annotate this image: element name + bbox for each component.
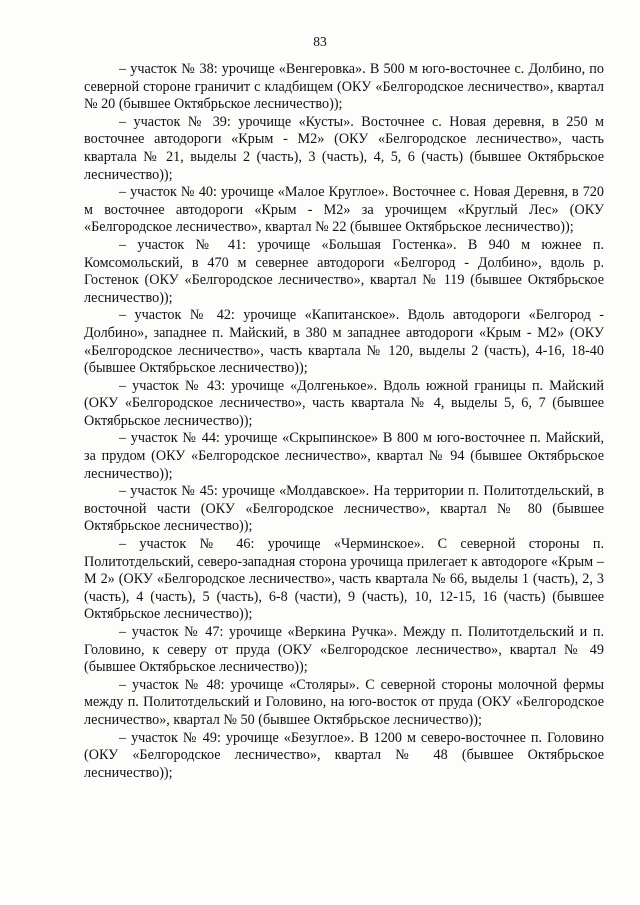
paragraph-plot-46: – участок № 46: урочище «Черминское». С северной стороны п. Политотдельский, северо-западная сторона урочища прилегает к автодороге «Крым – М 2» (ОКУ «Белгородское лесничество», часть квартала № 66, выделы 1 (часть), 2, 3 (часть), 4 (часть), 5 (часть), 6-8 (части), 9 (часть), 10, 12-15, 16 (часть) (бывшее Октябрьское лесничество));: [84, 536, 604, 623]
paragraph-plot-44: – участок № 44: урочище «Скрыпинское» В 800 м юго-восточнее п. Майский, за прудом (ОКУ «Белгородское лесничество», квартал № 94 (бывшее Октябрьское лесничество));: [84, 430, 604, 482]
paragraph-plot-49: – участок № 49: урочище «Безуглое». В 1200 м северо-восточнее п. Головино (ОКУ «Белгородское лесничество», квартал № 48 (бывшее Октябрьское лесничество));: [84, 729, 604, 781]
paragraph-plot-40: – участок № 40: урочище «Малое Круглое». Восточнее с. Новая Деревня, в 720 м восточнее автодороги «Крым - М2» за урочищем «Круглый Лес» (ОКУ «Белгородское лесничество», квартал № 22 (бывшее Октябрьское лесничество));: [84, 184, 604, 236]
page-number: 83: [313, 34, 327, 49]
paragraph-plot-39: – участок № 39: урочище «Кусты». Восточнее с. Новая деревня, в 250 м восточнее автодороги «Крым - М2» (ОКУ «Белгородское лесничество», часть квартала № 21, выделы 2 (часть), 3 (часть), 4, 5, 6 (часть) (бывшее Октябрьское лесничество));: [84, 113, 604, 183]
paragraph-plot-42: – участок № 42: урочище «Капитанское». Вдоль автодороги «Белгород - Долбино», западнее п. Майский, в 380 м западнее автодороги «Крым - М2» (ОКУ «Белгородское лесничество», часть квартала № 120, выделы 2 (часть), 4-16, 18-40 (бывшее Октябрьское лесничество));: [84, 307, 604, 377]
paragraph-plot-48: – участок № 48: урочище «Столяры». С северной стороны молочной фермы между п. Политотдельский и Головино, на юго-восток от пруда (ОКУ «Белгородское лесничество», квартал № 50 (бывшее Октябрьское лесничество));: [84, 676, 604, 728]
paragraph-plot-38: – участок № 38: урочище «Венгеровка». В 500 м юго-восточнее с. Долбино, по северной стороне граничит с кладбищем (ОКУ «Белгородское лесничество», квартал № 20 (бывшее Октябрьское лесничество));: [84, 61, 604, 113]
paragraph-plot-43: – участок № 43: урочище «Долгенькое». Вдоль южной границы п. Майский (ОКУ «Белгородское лесничество», часть квартала № 4, выделы 5, 6, 7 (бывшее Октябрьское лесничество));: [84, 377, 604, 429]
paragraph-plot-41: – участок № 41: урочище «Большая Гостенка». В 940 м южнее п. Комсомольский, в 470 м севернее автодороги «Белгород - Долбино», вдоль р. Гостенок (ОКУ «Белгородское лесничество», квартал № 119 (бывшее Октябрьское лесничество));: [84, 236, 604, 306]
document-body: [84, 61, 604, 782]
paragraph-plot-47: – участок № 47: урочище «Веркина Ручка». Между п. Политотдельский и п. Головино, к северу от пруда (ОКУ «Белгородское лесничество», квартал № 49 (бывшее Октябрьское лесничество));: [84, 624, 604, 676]
paragraph-plot-45: – участок № 45: урочище «Молдавское». На территории п. Политотдельский, в восточной части (ОКУ «Белгородское лесничество», квартал № 80 (бывшее Октябрьское лесничество));: [84, 483, 604, 535]
